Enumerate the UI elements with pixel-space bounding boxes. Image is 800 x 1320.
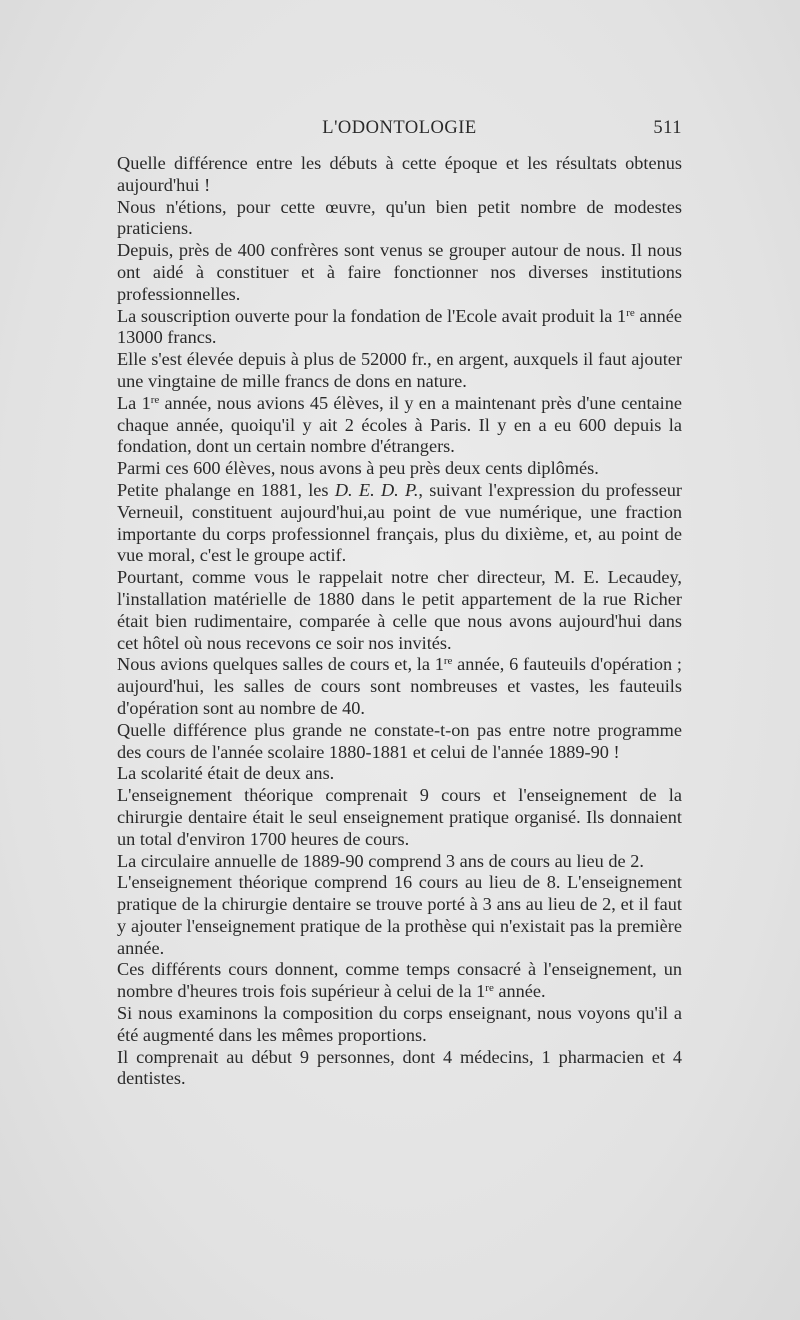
paragraph: Depuis, près de 400 confrères sont venus se grouper autour de nous. Il nous ont aidé à constituer et à faire fonctionner nos diverses institutions professionnelles. <box>117 240 682 304</box>
paragraph: Quelle différence entre les débuts à cette époque et les résultats obtenus aujourd'hui ! <box>117 153 682 195</box>
abbreviation-italic: D. E. D. P. <box>334 479 419 500</box>
paragraph-text: année, 6 fauteuils d'opération ; aujourd'hui, les salles de cours sont nombreuses et vastes, les fauteuils d'opération sont au nombre de 40. <box>117 654 682 718</box>
ordinal-superscript: re <box>485 982 494 995</box>
paragraph: Il comprenait au début 9 personnes, dont 4 médecins, 1 pharmacien et 4 dentistes. <box>117 1046 682 1089</box>
paragraph: L'enseignement théorique comprend 16 cours au lieu de 8. L'enseignement pratique de la chirurgie dentaire se trouve porté à 3 ans au lieu de 2, et il faut y ajouter l'enseignement pratique de la prothèse qui n'existait pas la première année. <box>117 872 682 958</box>
paragraph-text: Ces différents cours donnent, comme temps consacré à l'enseignement, un nombre d'heures trois fois supérieur à celui de la 1 <box>117 959 682 1002</box>
paragraph: La scolarité était de deux ans. <box>117 763 335 784</box>
ordinal-superscript: re <box>150 393 160 406</box>
paragraph-text: La 1 <box>117 392 151 413</box>
paragraph: Nous n'étions, pour cette œuvre, qu'un bien petit nombre de modestes praticiens. <box>117 196 682 239</box>
paragraph-text: , suivant l'expression du professeur Verneuil, constituent aujourd'hui,au point de vue numérique, une fraction importante du corps professionnel français, plus du dixième, et, au point de vue moral, c'est le groupe actif. <box>117 479 682 566</box>
paragraph: Pourtant, comme vous le rappelait notre cher directeur, M. E. Lecaudey, l'installation matérielle de 1880 dans le petit appartement de la rue Richer était bien rudimentaire, comparée à celle que nous avons aujourd'hui dans cet hôtel où nous recevons ce soir nos invités. <box>117 567 682 653</box>
paragraph <box>117 959 682 1003</box>
paragraph <box>117 306 682 350</box>
paragraph <box>117 480 682 567</box>
paragraph-text: année. <box>493 981 546 1002</box>
ordinal-superscript: re <box>443 655 453 668</box>
page-number: 511 <box>653 118 682 138</box>
paragraph-text: année 13000 francs. <box>117 305 682 348</box>
running-title: L'ODONTOLOGIE <box>322 118 477 138</box>
paragraph <box>117 654 682 719</box>
paragraph-text: année, nous avions 45 élèves, il y en a maintenant près d'une centaine chaque année, quoiqu'il y ait 2 écoles à Paris. Il y en a eu 600 depuis la fondation, dont un certain nombre d'étrangers. <box>117 392 682 457</box>
body-text <box>117 153 682 1090</box>
paragraph: Si nous examinons la composition du corps enseignant, nous voyons qu'il a été augmenté dans les mêmes proportions. <box>117 1003 682 1045</box>
paragraph: Parmi ces 600 élèves, nous avons à peu près deux cents diplômés. <box>117 458 599 479</box>
running-head <box>117 118 682 142</box>
ordinal-superscript: re <box>626 306 635 319</box>
paragraph: La circulaire annuelle de 1889-90 comprend 3 ans de cours au lieu de 2. <box>117 850 644 871</box>
paragraph: L'enseignement théorique comprenait 9 cours et l'enseignement de la chirurgie dentaire était le seul enseignement pratique organisé. Ils donnaient un total d'environ 1700 heures de cours. <box>117 785 682 849</box>
paragraph: Elle s'est élevée depuis à plus de 52000 fr., en argent, auxquels il faut ajouter une vingtaine de mille francs de dons en nature. <box>117 349 682 391</box>
paragraph-text: Nous avions quelques salles de cours et, la 1 <box>117 654 444 675</box>
paragraph <box>117 393 682 458</box>
paragraph: Quelle différence plus grande ne constate-t-on pas entre notre programme des cours de l'année scolaire 1880-1881 et celui de l'année 1889-90 ! <box>117 719 682 762</box>
paragraph-text: La souscription ouverte pour la fondation de l'Ecole avait produit la 1 <box>117 305 627 326</box>
paragraph-text: Petite phalange en 1881, les <box>117 479 335 500</box>
